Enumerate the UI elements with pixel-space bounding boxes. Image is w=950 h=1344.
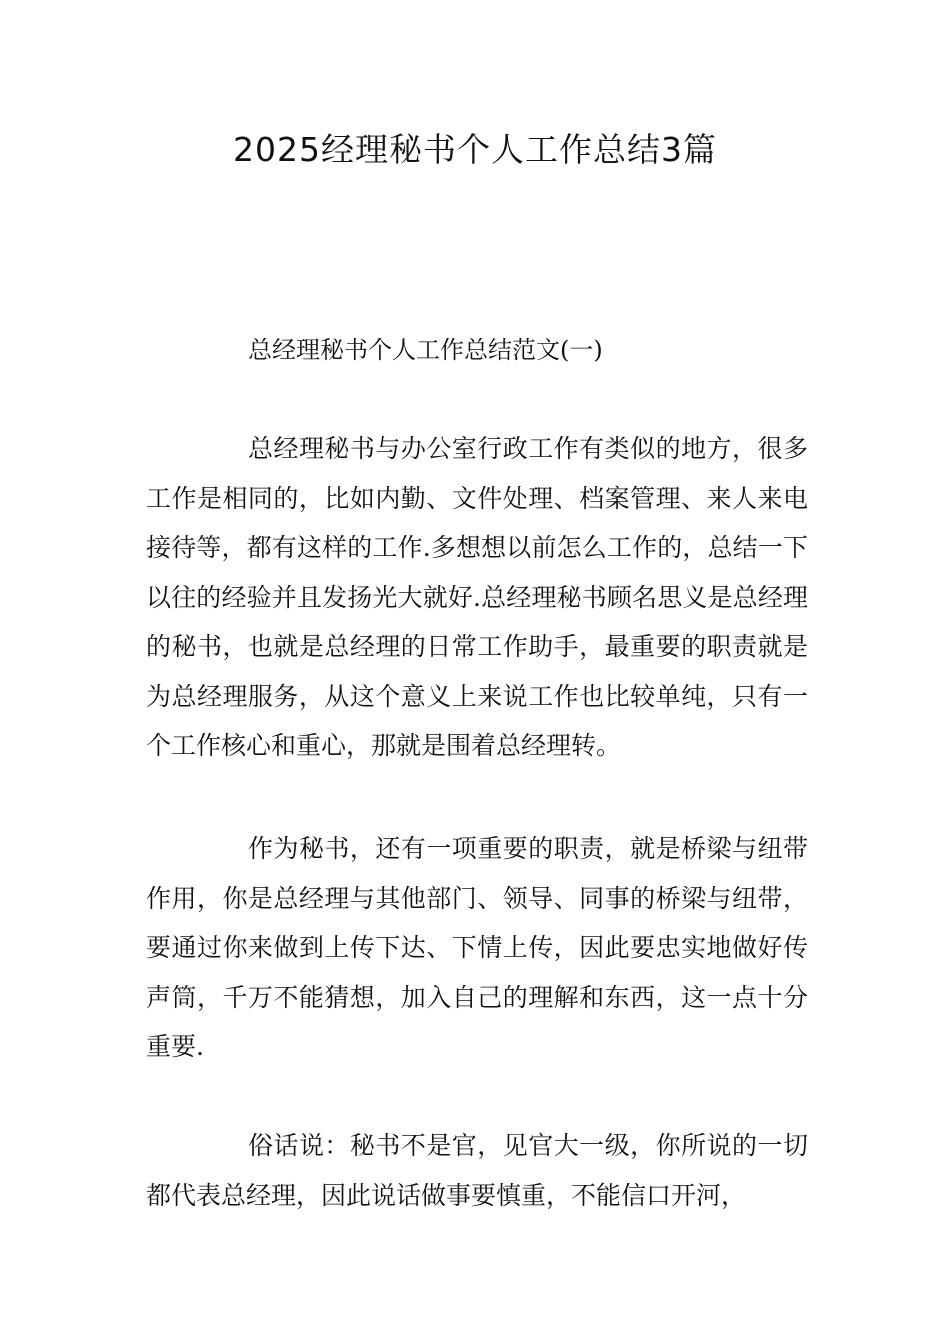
body-paragraph-3: 俗话说：秘书不是官，见官大一级，你所说的一切都代表总经理，因此说话做事要慎重，不能信口开河， xyxy=(146,1131,808,1210)
section-heading: 总经理秘书个人工作总结范文(一) xyxy=(248,336,603,364)
body-paragraph-1: 总经理秘书与办公室行政工作有类似的地方，很多工作是相同的，比如内勤、文件处理、档案管理、来人来电接待等，都有这样的工作.多想想以前怎么工作的，总结一下以往的经验并且发扬光大就好.总经理秘书顾名思义是总经理的秘书，也就是总经理的日常工作助手，最重要的职责就是为总经理服务，从这个意义上来说工作也比较单纯，只有一个工作核心和重心，那就是围着总经理转。 xyxy=(146,434,808,760)
body-paragraph-2: 作为秘书，还有一项重要的职责，就是桥梁与纽带作用，你是总经理与其他部门、领导、同事的桥梁与纽带，要通过你来做到上传下达、下情上传，因此要忠实地做好传声筒，千万不能猜想，加入自己的理解和东西，这一点十分重要. xyxy=(146,834,808,1061)
document-title: 2025经理秘书个人工作总结3篇 xyxy=(233,130,717,169)
